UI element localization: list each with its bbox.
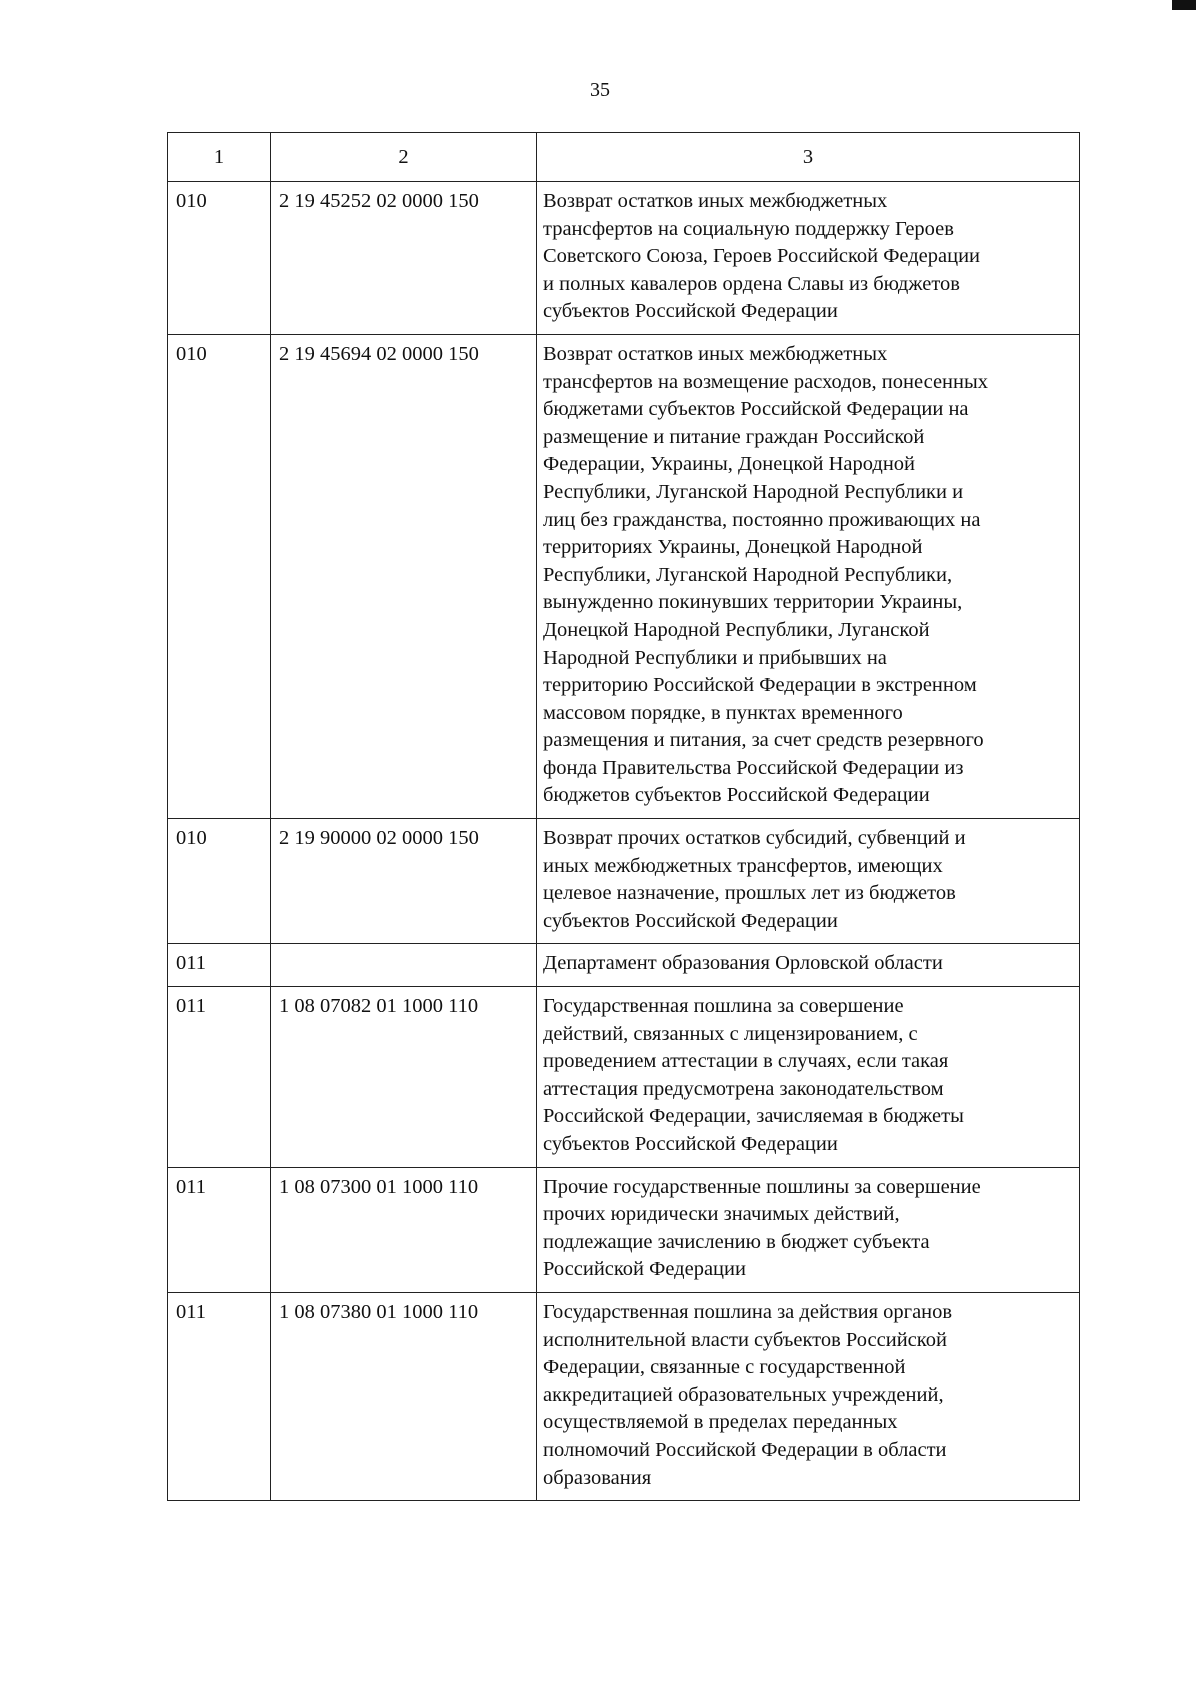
description-line: Федерации, связанные с государственной xyxy=(543,1356,906,1379)
revenue-code: 2 19 90000 02 0000 150 xyxy=(279,827,479,850)
admin-code: 011 xyxy=(176,995,206,1018)
description-line: иных межбюджетных трансфертов, имеющих xyxy=(543,854,943,877)
revenue-code-cell xyxy=(271,1167,537,1292)
description-line: Республики, Луганской Народной Республики и xyxy=(543,480,964,503)
description-line: Российской Федерации, зачисляемая в бюджеты xyxy=(543,1105,964,1128)
description-line: полномочий Российской Федерации в области xyxy=(543,1438,947,1461)
description-line: Республики, Луганской Народной Республики, xyxy=(543,563,953,586)
header-col-1: 1 xyxy=(168,133,271,182)
table-row xyxy=(168,819,1080,944)
description-line: образования xyxy=(543,1466,652,1489)
admin-code: 010 xyxy=(176,190,207,212)
description-line: лиц без гражданства, постоянно проживающих на xyxy=(543,508,981,531)
admin-code: 010 xyxy=(176,342,207,365)
description-line: Донецкой Народной Республики, Луганской xyxy=(543,618,930,641)
description-cell xyxy=(537,944,1080,987)
description-line: осуществляемой в пределах переданных xyxy=(543,1411,898,1434)
admin-code-cell xyxy=(168,1167,271,1292)
description-line: проведением аттестации в случаях, если такая xyxy=(543,1050,949,1073)
description-cell xyxy=(537,1167,1080,1292)
description-line: Народной Республики и прибывших на xyxy=(543,646,887,669)
description-line: и полных кавалеров ордена Славы из бюджетов xyxy=(543,272,960,295)
description-line: прочих юридически значимых действий, xyxy=(543,1203,900,1226)
revenue-code: 2 19 45252 02 0000 150 xyxy=(279,190,479,212)
revenue-code: 1 08 07082 01 1000 110 xyxy=(279,995,479,1018)
revenue-code-cell xyxy=(271,1292,537,1500)
revenue-codes-table xyxy=(167,132,1080,1501)
revenue-code-cell xyxy=(271,334,537,818)
description-line: Советского Союза, Героев Российской Федерации xyxy=(543,245,981,268)
scan-corner-mark xyxy=(1172,0,1196,10)
description-line: Возврат остатков иных межбюджетных xyxy=(543,342,888,365)
table-row xyxy=(168,182,1080,335)
admin-code: 011 xyxy=(176,952,206,975)
table-row xyxy=(168,1292,1080,1500)
revenue-code-cell xyxy=(271,819,537,944)
header-row xyxy=(168,133,1080,182)
description-line: целевое назначение, прошлых лет из бюджетов xyxy=(543,882,956,905)
description-line: Возврат остатков иных межбюджетных xyxy=(543,190,888,212)
admin-code: 011 xyxy=(176,1300,206,1323)
description-line: субъектов Российской Федерации xyxy=(543,1133,838,1155)
revenue-code-cell xyxy=(271,182,537,335)
description-line: вынужденно покинувших территории Украины, xyxy=(543,591,963,614)
description-line: бюджетов субъектов Российской Федерации xyxy=(543,784,930,807)
description-line: размещение и питание граждан Российской xyxy=(543,425,925,448)
description-cell xyxy=(537,1292,1080,1500)
revenue-code: 2 19 45694 02 0000 150 xyxy=(279,342,479,365)
table-row xyxy=(168,1167,1080,1292)
description-line: Возврат прочих остатков субсидий, субвенций и xyxy=(543,827,966,850)
description-cell xyxy=(537,182,1080,335)
description-line: аккредитацией образовательных учреждений, xyxy=(543,1383,944,1406)
description-line: Российской Федерации xyxy=(543,1258,746,1281)
revenue-code-cell xyxy=(271,944,537,987)
description-line: трансфертов на социальную поддержку Героев xyxy=(543,217,954,240)
description-line: Государственная пошлина за действия органов xyxy=(543,1300,953,1323)
admin-code-cell xyxy=(168,819,271,944)
header-col-2: 2 xyxy=(271,133,537,182)
table-row xyxy=(168,987,1080,1168)
description-line: исполнительной власти субъектов Российской xyxy=(543,1328,947,1351)
description-line: трансфертов на возмещение расходов, понесенных xyxy=(543,370,989,393)
admin-code-cell xyxy=(168,334,271,818)
description-line: Государственная пошлина за совершение xyxy=(543,995,904,1018)
revenue-code: 1 08 07300 01 1000 110 xyxy=(279,1175,479,1198)
admin-code-cell xyxy=(168,944,271,987)
description-line: действий, связанных с лицензированием, с xyxy=(543,1022,918,1045)
description-cell xyxy=(537,334,1080,818)
description-line: фонда Правительства Российской Федерации из xyxy=(543,756,964,779)
description-line: территорию Российской Федерации в экстренном xyxy=(543,674,977,697)
description-line: размещения и питания, за счет средств резервного xyxy=(543,729,984,752)
description-line: Федерации, Украины, Донецкой Народной xyxy=(543,453,916,476)
description-cell xyxy=(537,987,1080,1168)
admin-code: 011 xyxy=(176,1175,206,1198)
description-line: подлежащие зачислению в бюджет субъекта xyxy=(543,1230,930,1253)
header-col-3: 3 xyxy=(537,133,1080,182)
description-cell xyxy=(537,819,1080,944)
table-body xyxy=(168,182,1080,1501)
description-line: бюджетами субъектов Российской Федерации на xyxy=(543,398,969,421)
revenue-code-cell xyxy=(271,987,537,1168)
admin-code-cell xyxy=(168,182,271,335)
page-number: 35 xyxy=(590,79,610,101)
admin-code-cell xyxy=(168,987,271,1168)
admin-code-cell xyxy=(168,1292,271,1500)
revenue-code: 1 08 07380 01 1000 110 xyxy=(279,1300,479,1323)
description-line: массовом порядке, в пунктах временного xyxy=(543,701,903,724)
description-line: субъектов Российской Федерации xyxy=(543,909,838,932)
table-header xyxy=(168,133,1080,182)
description-line: Департамент образования Орловской области xyxy=(543,952,943,975)
table-row xyxy=(168,944,1080,987)
description-line: территориях Украины, Донецкой Народной xyxy=(543,536,923,559)
description-line: аттестация предусмотрена законодательством xyxy=(543,1077,944,1100)
description-line: Прочие государственные пошлины за совершение xyxy=(543,1175,981,1198)
admin-code: 010 xyxy=(176,827,207,850)
description-line: субъектов Российской Федерации xyxy=(543,300,838,323)
table-row xyxy=(168,334,1080,818)
